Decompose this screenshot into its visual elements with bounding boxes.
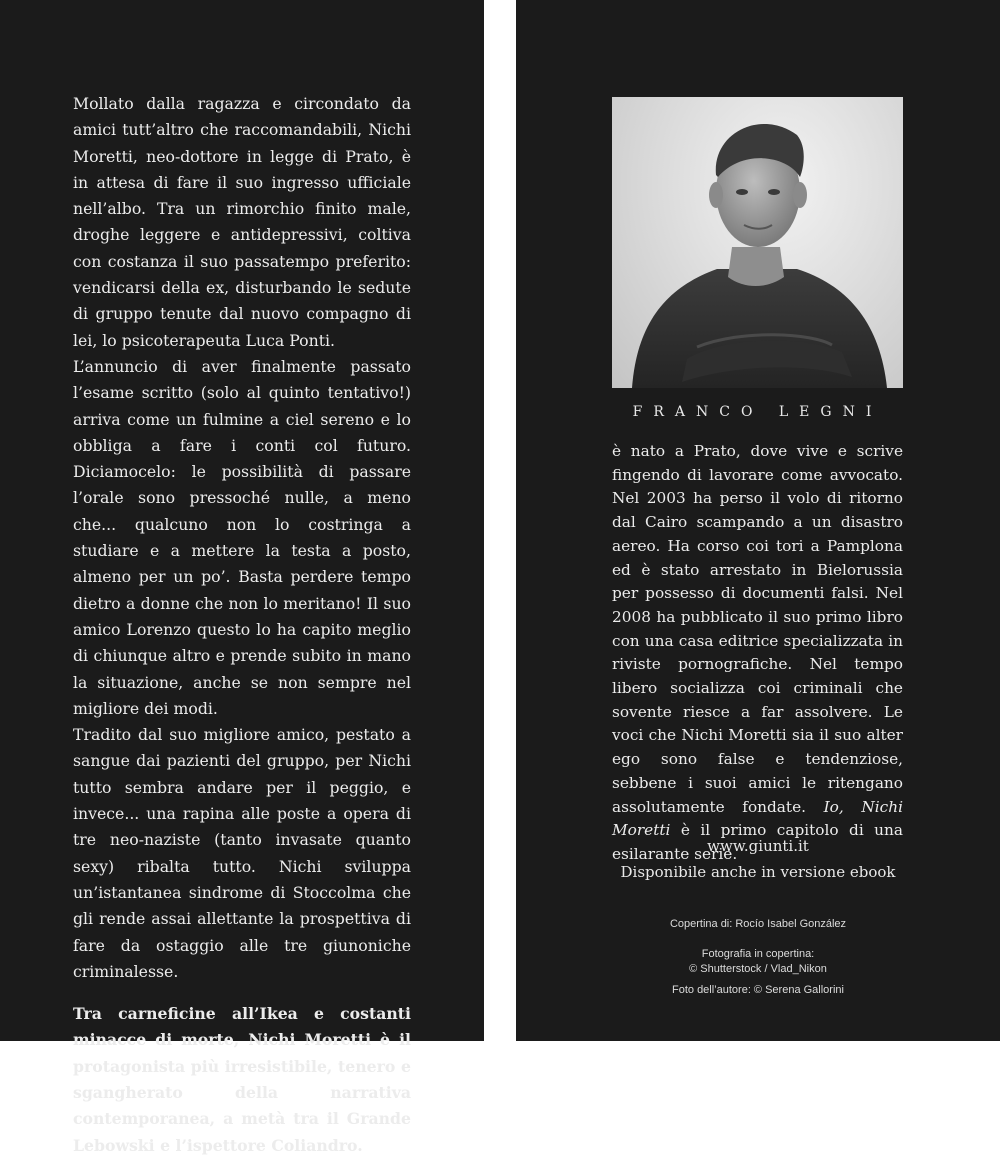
cover-credit: Copertina di: Rocío Isabel González	[669, 918, 847, 930]
cover-photo-credit: © Shutterstock / Vlad_Nikon	[689, 963, 827, 975]
author-bio-text: è nato a Prato, dove vive e scrive fingendo di lavorare come avvocato. Nel 2003 ha perso il volo di ritorno dal Cairo scampando a un disastro aereo. Ha corso coi tori a Pamplona ed è stato arrestato in Bielorussia per possesso di documenti falsi. Nel 2008 ha pubblicato il suo primo libro con una casa editrice specializzata in riviste pornografiche. Nel tempo libero socializza coi criminali che sovente riesce a far assolvere. Le voci che Nichi Moretti sia il suo alter ego sono false e tendenziose, sebbene i suoi amici le ritengano assolutamente fondate.	[612, 442, 903, 816]
front-flap	[516, 0, 1000, 1041]
back-flap	[0, 0, 484, 1155]
author-bio-text-end: è il primo capitolo di una esilarante serie.	[612, 821, 903, 863]
author-name: FRANCO LEGNI	[632, 404, 883, 420]
author-photo	[612, 97, 903, 388]
ebook-availability: Disponibile anche in versione ebook	[620, 863, 896, 881]
synopsis-paragraph: L’annuncio di aver finalmente passato l’esame scritto (solo al quinto tentativo!) arriva come un fulmine a ciel sereno e lo obbliga a fare i conti col futuro. Diciamocelo: le possibilità di passare l’orale sono pressoché nulle, a meno che... qualcuno non lo costringa a studiare e a mettere la testa a posto, almeno per un po’. Basta perdere tempo dietro a donne che non lo meritano! Il suo amico Lorenzo questo lo ha capito meglio di chiunque altro e prende subito in mano la situazione, anche se non sempre nel migliore dei modi.	[73, 356, 411, 718]
author-bio	[612, 440, 903, 867]
synopsis-paragraph: Tradito dal suo migliore amico, pestato a sangue dai pazienti del gruppo, per Nichi tutto sembra andare per il peggio, e invece... una rapina alle poste a opera di tre neo-naziste (tanto invasate quanto sexy) ribalta tutto. Nichi sviluppa un’istantanea sindrome di Stoccolma che gli rende assai allettante la prospettiva di fare da ostaggio alle tre giunoniche criminalesse.	[73, 725, 411, 981]
book-title: Io, Nichi Moretti	[612, 797, 903, 840]
synopsis-tagline: Tra carneficine all’Ikea e costanti minacce di morte, Nichi Moretti è il protagonista più irresistibile, tenero e sgangherato della narrativa contemporanea, a metà tra il Grande Lebowski e l’ispettore Coliandro.	[73, 1004, 411, 1155]
synopsis	[73, 91, 411, 1159]
author-portrait-illustration	[612, 97, 903, 388]
author-photo-credit: Foto dell’autore: © Serena Gallorini	[672, 984, 844, 996]
cover-photo-credit-label: Fotografia in copertina:	[701, 948, 815, 960]
publisher-website: www.giunti.it	[707, 837, 809, 855]
synopsis-paragraph: Mollato dalla ragazza e circondato da amici tutt’altro che raccomandabili, Nichi Moretti, neo-dottore in legge di Prato, è in attesa di fare il suo ingresso ufficiale nell’albo. Tra un rimorchio finito male, droghe leggere e antidepressivi, coltiva con costanza il suo passatempo preferito: vendicarsi della ex, disturbando le sedute di gruppo tenute dal nuovo compagno di lei, lo psicoterapeuta Luca Ponti.	[73, 94, 411, 350]
